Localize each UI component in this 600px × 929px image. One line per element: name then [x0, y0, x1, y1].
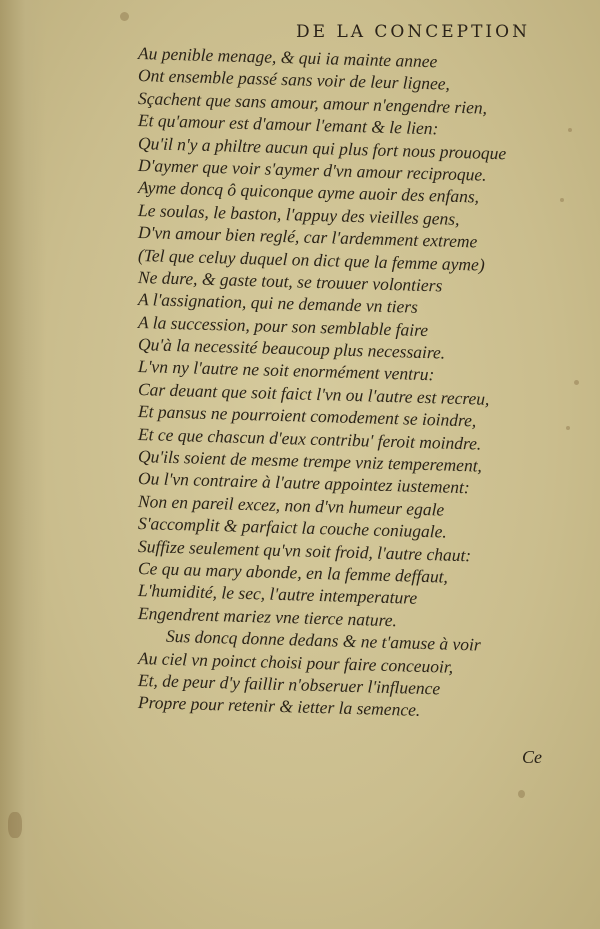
- verse-line: Et qu'amour est d'amour l'emant & le lien:: [137, 110, 439, 139]
- verse-line: Qu'à la necessité beaucoup plus necessaire.: [137, 334, 446, 363]
- ink-spot: [120, 12, 129, 21]
- verse-line: Sçachent que sans amour, amour n'engendre rien,: [137, 87, 488, 118]
- catchword: Ce: [522, 747, 542, 767]
- verse-line: Et ce que chascun d'eux contribu' feroit moindre.: [137, 423, 482, 454]
- verse-line: Qu'il n'y a philtre aucun qui plus fort nous prouoque: [137, 132, 507, 163]
- verse-line: Ne dure, & gaste tout, se trouuer volontiers: [137, 266, 443, 296]
- verse-line: S'accomplit & parfaict la couche coniugale.: [137, 513, 448, 542]
- verse-line: A l'assignation, qui ne demande vn tiers: [137, 289, 419, 318]
- ink-spot: [8, 812, 22, 838]
- verse-block: [137, 42, 558, 721]
- verse-line: Car deuant que soit faict l'vn ou l'autre est recreu,: [137, 378, 490, 409]
- verse-line: Non en pareil excez, non d'vn humeur egale: [137, 490, 445, 520]
- verse-line: Au penible menage, & qui ia mainte annee: [137, 43, 438, 72]
- verse-line: D'vn amour bien reglé, car l'ardemment extreme: [137, 222, 478, 252]
- binding-gutter: [0, 0, 46, 929]
- ink-spot: [518, 790, 525, 798]
- verse-line: Ou l'vn contraire à l'autre appointez iustement:: [137, 468, 470, 498]
- verse-line: Qu'ils soient de mesme trempe vniz temperement,: [137, 446, 483, 476]
- running-head: DE LA CONCEPTION: [296, 22, 530, 42]
- verse-line: Engendrent mariez vne tierce nature.: [137, 602, 398, 630]
- ink-spot: [560, 198, 564, 202]
- verse-line: Ayme doncq ô quiconque ayme auoir des enfans,: [137, 177, 480, 207]
- verse-line: L'humidité, le sec, l'autre intemperature: [137, 580, 418, 609]
- ink-spot: [574, 380, 579, 385]
- ink-spot: [568, 128, 572, 132]
- verse-line: L'vn ny l'autre ne soit enormément ventru:: [137, 356, 435, 385]
- verse-line: Le soulas, le baston, l'appuy des vieilles gens,: [137, 199, 460, 229]
- verse-line: D'aymer que voir s'aymer d'vn amour reciproque.: [137, 154, 487, 185]
- verse-line: A la succession, pour son semblable faire: [137, 311, 429, 340]
- verse-line: Et pansus ne pourroient comodement se ioindre,: [137, 401, 477, 431]
- verse-line: Ce qu au mary abonde, en la femme deffaut,: [137, 557, 449, 587]
- verse-line: Suffize seulement qu'vn soit froid, l'autre chaut:: [137, 535, 472, 565]
- verse-line: Propre pour retenir & ietter la semence.: [137, 692, 421, 721]
- verse-line: Ont ensemble passé sans voir de leur lignee,: [137, 65, 451, 95]
- verse-line: Au ciel vn poinct choisi pour faire conceuoir,: [137, 647, 454, 677]
- verse-line: Sus doncq donne dedans & ne t'amuse à voir: [165, 625, 481, 655]
- verse-line: (Tel que celuy duquel on dict que la femme ayme): [137, 244, 485, 275]
- ink-spot: [566, 426, 570, 430]
- verse-line: Et, de peur d'y faillir n'obseruer l'influence: [137, 669, 441, 699]
